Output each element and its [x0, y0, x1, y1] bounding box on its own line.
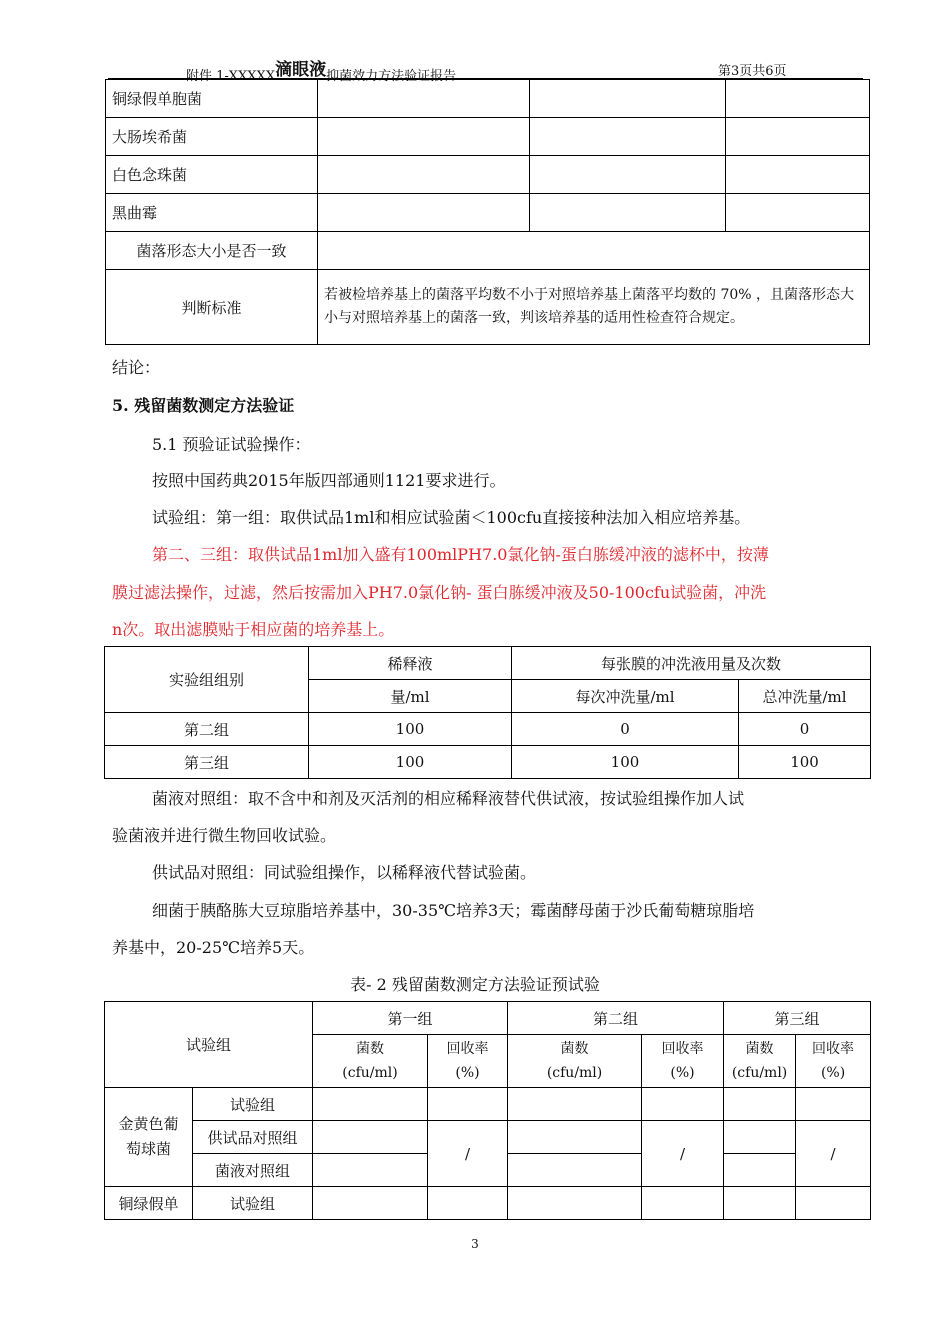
organism-cell: 黑曲霉: [106, 194, 318, 232]
table-row: [106, 80, 870, 118]
table-row: [106, 232, 870, 270]
count-label: 菌数: [560, 1041, 589, 1057]
paragraph: 供试品对照组：同试验组操作，以稀释液代替试验菌。: [152, 863, 537, 882]
table-row: [105, 1121, 871, 1154]
recovery-label: 回收率: [446, 1041, 489, 1057]
page-header: [108, 56, 868, 84]
recovery-unit: (%): [670, 1065, 695, 1081]
row-label: 供试品对照组: [193, 1121, 313, 1154]
recovery-header: [642, 1035, 724, 1088]
row-label: 菌液对照组: [193, 1154, 313, 1187]
count-header: [724, 1035, 796, 1088]
group-cell: 第三组: [105, 746, 309, 779]
group-cell: 第二组: [105, 713, 309, 746]
header-page-info: 第3页共6页: [718, 64, 787, 79]
per-wash-cell: 0: [512, 713, 739, 746]
table-row: [105, 746, 871, 779]
organism-cell: [105, 1088, 193, 1187]
diluent-cell: 100: [309, 746, 512, 779]
wash-header: 每张膜的冲洗液用量及次数: [512, 647, 871, 680]
test-group-header: 试验组: [105, 1002, 313, 1088]
recovery-label: 回收率: [661, 1041, 704, 1057]
residual-count-table: [104, 1001, 871, 1220]
slash-cell: /: [642, 1121, 724, 1187]
paragraph: 验菌液并进行微生物回收试验。: [112, 826, 337, 845]
count-header: [508, 1035, 642, 1088]
count-unit: (cfu/ml): [731, 1065, 788, 1081]
suitability-table: [105, 79, 870, 345]
page-number: 3: [471, 1237, 479, 1251]
table-row: [105, 1002, 871, 1035]
criteria-text: 若被检培养基上的菌落平均数不小于对照培养基上菌落平均数的 70% ，且菌落形态大小与对照培养基上的菌落一致，判该培养基的适用性检查符合规定。: [318, 270, 870, 345]
organism-line: 萄球菌: [125, 1140, 171, 1158]
count-unit: (cfu/ml): [342, 1065, 398, 1081]
paragraph: 养基中，20-25℃培养5天。: [112, 938, 315, 957]
table-caption: 表- 2 残留菌数测定方法验证预试验: [350, 975, 600, 994]
diluent-cell: 100: [309, 713, 512, 746]
count-header: [313, 1035, 428, 1088]
slash-cell: /: [796, 1121, 871, 1187]
diluent-unit: 量/ml: [309, 680, 512, 713]
header-product: 滴眼液: [275, 60, 327, 80]
count-label: 菌数: [356, 1041, 385, 1057]
table-row: [106, 194, 870, 232]
header-suffix: 抑菌效力方法验证报告: [326, 69, 457, 84]
table-row: [105, 1187, 871, 1220]
total-wash-cell: 100: [739, 746, 871, 779]
morphology-label: 菌落形态大小是否一致: [106, 232, 318, 270]
wash-volume-table: [104, 646, 871, 779]
row-label: 试验组: [193, 1088, 313, 1121]
table-row: [105, 647, 871, 680]
recovery-unit: (%): [455, 1065, 480, 1081]
paragraph: 试验组：第一组：取供试品1ml和相应试验菌＜100cfu直接接种法加入相应培养基。: [152, 508, 751, 527]
highlighted-paragraph: n次。取出滤膜贴于相应菌的培养基上。: [112, 620, 395, 639]
table-row: [106, 270, 870, 345]
paragraph: 按照中国药典2015年版四部通则1121要求进行。: [152, 471, 506, 490]
slash-cell: /: [428, 1121, 508, 1187]
subsection-title: 5.1 预验证试验操作：: [152, 435, 311, 454]
group-header: 实验组组别: [105, 647, 309, 713]
per-wash-cell: 100: [512, 746, 739, 779]
organism-cell: 铜绿假单胞菌: [106, 80, 318, 118]
paragraph: 细菌于胰酪胨大豆琼脂培养基中，30-35℃培养3天；霉菌酵母菌于沙氏葡萄糖琼脂培: [152, 901, 755, 920]
per-wash-header: 每次冲洗量/ml: [512, 680, 739, 713]
count-label: 菌数: [745, 1041, 774, 1057]
recovery-header: [428, 1035, 508, 1088]
recovery-label: 回收率: [812, 1041, 855, 1057]
total-wash-header: 总冲洗量/ml: [739, 680, 871, 713]
organism-cell: 白色念珠菌: [106, 156, 318, 194]
diluent-header: 稀释液: [309, 647, 512, 680]
group-1-header: 第一组: [313, 1002, 508, 1035]
highlighted-paragraph: 第二、三组：取供试品1ml加入盛有100mlPH7.0氯化钠-蛋白胨缓冲液的滤杯中，按薄: [152, 545, 769, 564]
group-2-header: 第二组: [508, 1002, 724, 1035]
group-3-header: 第三组: [724, 1002, 871, 1035]
table-row: [106, 118, 870, 156]
paragraph: 菌液对照组：取不含中和剂及灭活剂的相应稀释液替代供试液，按试验组操作加人试: [152, 789, 745, 808]
recovery-unit: (%): [820, 1065, 846, 1081]
count-unit: (cfu/ml): [546, 1065, 603, 1081]
organism-line: 金黄色葡: [118, 1115, 179, 1133]
table-row: [105, 1088, 871, 1121]
table-row: [105, 713, 871, 746]
section-title: 5. 残留菌数测定方法验证: [112, 396, 295, 415]
header-prefix: 附件 1-XXXXX: [186, 69, 276, 84]
conclusion-label: 结论：: [112, 358, 161, 377]
organism-cell: 大肠埃希菌: [106, 118, 318, 156]
row-label: 试验组: [193, 1187, 313, 1220]
highlighted-paragraph: 膜过滤法操作，过滤，然后按需加入PH7.0氯化钠- 蛋白胨缓冲液及50-100cfu试验菌，冲洗: [112, 583, 767, 602]
table-row: [106, 156, 870, 194]
organism-cell: 铜绿假单: [105, 1187, 193, 1220]
criteria-label: 判断标准: [106, 270, 318, 345]
total-wash-cell: 0: [739, 713, 871, 746]
recovery-header: [796, 1035, 871, 1088]
